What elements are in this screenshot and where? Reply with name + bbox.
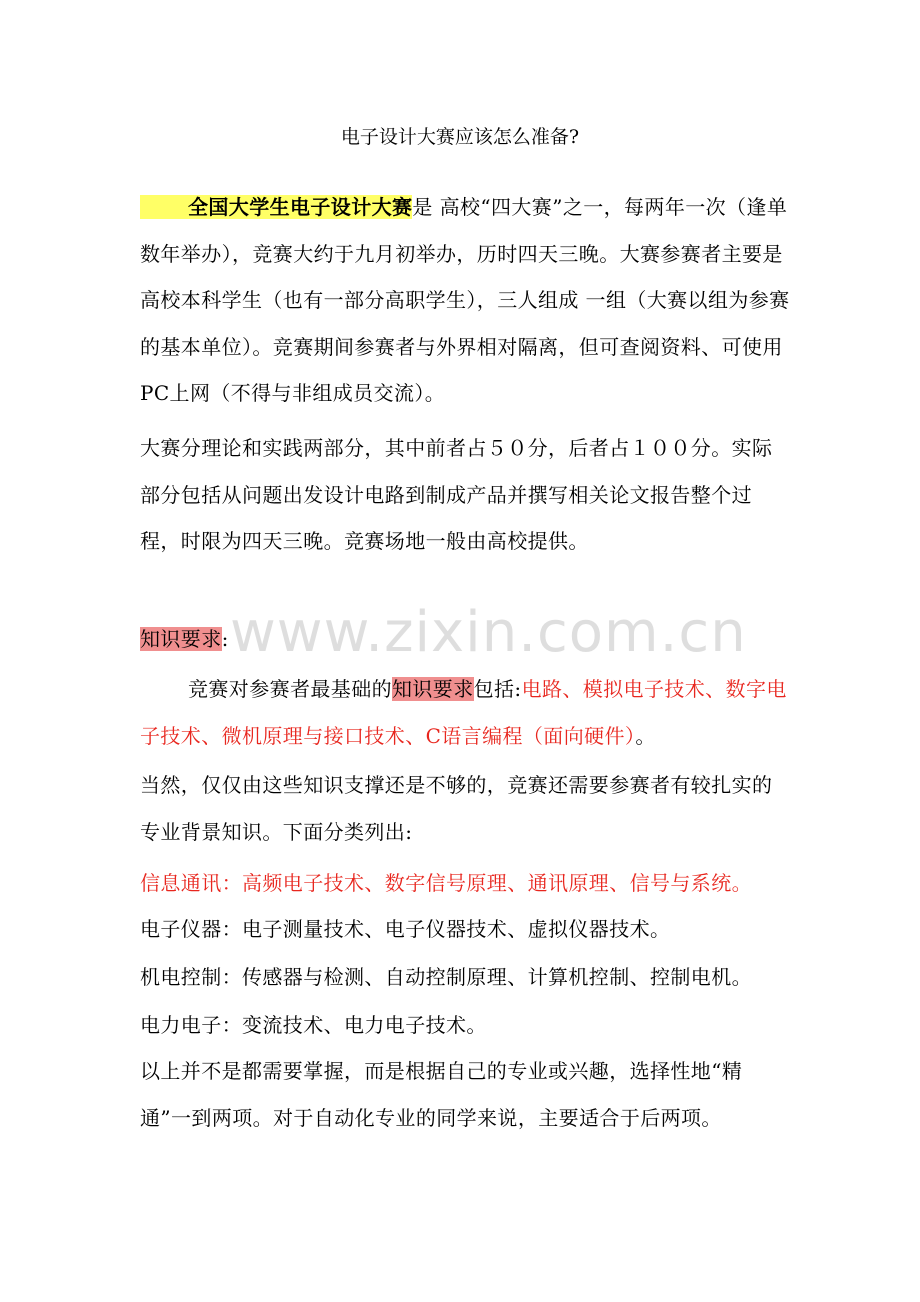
- intro-highlight: 全国大学生电子设计大赛: [140, 195, 412, 219]
- intro-text: 是 高校“四大赛”之一，每两年一次（逢单数年举办），竞赛大约于九月初举办，历时四天三晚。大赛参赛者主要是高校本科学生（也有一部分高职学生），三人组成 一组（大赛以组为参赛的基本单位）。竞赛期间参赛者与外界相对隔离，但可查阅资料、可使用PC上网（不得与非组成员交流）。: [140, 195, 790, 405]
- category-instrument: 电子仪器：电子测量技术、电子仪器技术、虚拟仪器技术。: [140, 917, 671, 941]
- document-title: 电子设计大赛应该怎么准备?: [340, 126, 580, 148]
- background-paragraph: 当然，仅仅由这些知识支撑还是不够的，竞赛还需要参赛者有较扎实的专业背景知识。下面分类列出:: [140, 773, 773, 844]
- section-heading-highlight: 知识要求: [140, 627, 222, 651]
- knowledge-end: 。: [635, 723, 656, 748]
- knowledge-middle: 包括:: [473, 677, 522, 701]
- category-power: 电力电子：变流技术、电力电子技术。: [140, 1013, 487, 1037]
- category-mechatronics: 机电控制：传感器与检测、自动控制原理、计算机控制、控制电机。: [140, 965, 752, 989]
- section-heading: [140, 624, 229, 654]
- conclusion-paragraph: 以上并不是都需要掌握，而是根据自己的专业或兴趣，选择性地“精通”一到两项。对于自动化专业的同学来说，主要适合于后两项。: [140, 1059, 743, 1130]
- intro-paragraph: [140, 184, 790, 417]
- knowledge-prefix: 竞赛对参赛者最基础的: [188, 677, 392, 701]
- knowledge-red-list: 电路、模拟电子技术、数字电子技术、微机原理与接口技术、C语言编程（面向硬件）: [140, 677, 787, 748]
- knowledge-paragraph: [140, 666, 790, 759]
- section-heading-colon: :: [221, 627, 229, 651]
- watermark: www.zixin.com.cn: [230, 600, 747, 665]
- scoring-paragraph: 大赛分理论和实践两部分，其中前者占５０分，后者占１００分。实际部分包括从问题出发设计电路到制成产品并撰写相关论文报告整个过程，时限为四天三晚。竞赛场地一般由高校提供。: [140, 436, 773, 553]
- knowledge-highlight: 知识要求: [392, 677, 474, 701]
- category-comm: 信息通讯：高频电子技术、数字信号原理、通讯原理、信号与系统。: [140, 871, 752, 895]
